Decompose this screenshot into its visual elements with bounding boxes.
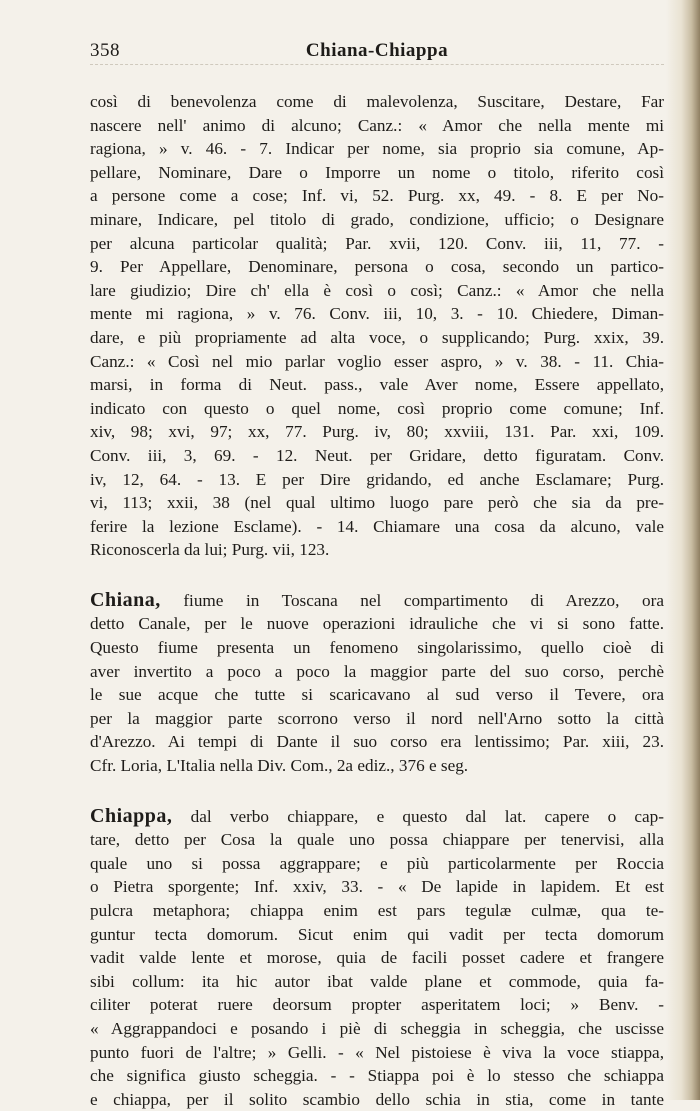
text-line: guntur tecta domorum. Sicut enim qui vadit per tecta domorum: [90, 924, 664, 944]
book-page: [90, 30, 664, 1111]
entry-chiappa: [90, 805, 664, 1111]
text-line: vadit valde lente et morose, quia de facili posset cadere et frangere: [90, 948, 664, 968]
text-line: ferire la lezione Esclame). - 14. Chiamare una cosa da alcuno, vale: [90, 516, 664, 536]
text-line: 9. Per Appellare, Denominare, persona o cosa, secondo un partico-: [90, 257, 664, 277]
text-line: « Aggrappandoci e posando i piè di scheggia in scheggia, che uscisse: [90, 1018, 664, 1038]
text-line: sibi collum: ita hic autor ibat valde plane et commode, quia fa-: [90, 971, 664, 991]
text-line: le sue acque che tutte si scaricavano al sud verso il Tevere, ora: [90, 685, 664, 705]
text-line: ciliter poterat ruere deorsum propter asperitatem loci; » Benv. -: [90, 995, 664, 1015]
text-line: marsi, in forma di Neut. pass., vale Aver nome, Essere appellato,: [90, 375, 664, 395]
text-line: pulcra metaphora; chiappa enim est pars tegulæ culmæ, qua te-: [90, 901, 664, 920]
text-line: Questo fiume presenta un fenomeno singolarissimo, quello cioè di: [90, 638, 664, 658]
entry-first-line: [90, 589, 664, 613]
text-line: mente mi ragiona, » v. 76. Conv. iii, 10, 3. - 10. Chiedere, Diman-: [90, 304, 664, 324]
text-line: quale uno si possa aggrappare; e più particolarmente per Roccia: [90, 853, 664, 873]
text-line: Conv. iii, 3, 69. - 12. Neut. per Gridare, detto figuratam. Conv.: [90, 445, 664, 465]
text-line: così di benevolenza come di malevolenza, Suscitare, Destare, Far: [90, 92, 664, 111]
text-line: ragiona, » v. 46. - 7. Indicar per nome, sia proprio sia comune, Ap-: [90, 139, 664, 159]
headword-chiappa: Chiappa,: [90, 804, 173, 827]
text-line-rest: dal verbo chiappare, e questo dal lat. capere o cap-: [172, 806, 664, 826]
text-line: iv, 12, 64. - 13. E per Dire gridando, ed anche Esclamare; Purg.: [90, 469, 664, 489]
text-line: aver invertito a poco a poco la maggior parte del suo corso, perchè: [90, 661, 664, 681]
text-line: a persone come a cose; Inf. vi, 52. Purg. xx, 49. - 8. E per No-: [90, 186, 664, 206]
entry-continuation: [90, 90, 664, 562]
text-line: nascere nell' animo di alcuno; Canz.: « Amor che nella mente mi: [90, 115, 664, 135]
text-line: tare, detto per Cosa la quale uno possa chiappare per tenervisi, alla: [90, 830, 664, 850]
text-line: Riconoscerla da lui; Purg. vii, 123.: [90, 540, 330, 560]
text-line: Canz.: « Così nel mio parlar voglio esser aspro, » v. 38. - 11. Chia-: [90, 351, 664, 371]
text-line: pellare, Nominare, Dare o Imporre un nome o titolo, riferito così: [90, 162, 664, 182]
text-line: minare, Indicare, pel titolo di grado, condizione, ufficio; o Designare: [90, 209, 664, 229]
entry-chiana: [90, 589, 664, 778]
text-line: vi, 113; xxii, 38 (nel qual ultimo luogo pare però che sia da pre-: [90, 493, 664, 513]
text-line: xiv, 98; xvi, 97; xx, 77. Purg. iv, 80; xxviii, 131. Par. xxi, 109.: [90, 422, 664, 442]
text-line: detto Canale, per le nuove operazioni idrauliche che vi si sono fatte.: [90, 614, 664, 634]
text-line: per la maggior parte scorrono verso il nord nell'Arno sotto la città: [90, 708, 664, 728]
text-line: e chiappa, per il solito scambio dello schia in stia, come in tante: [90, 1089, 664, 1109]
page-header: [90, 30, 664, 60]
entry-first-line: [90, 805, 664, 829]
text-line: d'Arezzo. Ai tempi di Dante il suo corso era lentissimo; Par. xiii, 23.: [90, 732, 664, 752]
text-line: indicato con questo o quel nome, così proprio come comune; Inf.: [90, 398, 664, 418]
text-line-rest: fiume in Toscana nel compartimento di Arezzo, ora: [160, 590, 664, 610]
text-line: lare giudizio; Dire ch' ella è così o così; Canz.: « Amor che nella: [90, 280, 664, 300]
running-head: Chiana-Chiappa: [305, 40, 449, 61]
text-line: punto fuori de l'altre; » Gelli. - « Nel pistoiese è viva la voce stiappa,: [90, 1042, 664, 1062]
page-binding-edge: [666, 0, 700, 1100]
text-line: che significa giusto scheggia. - - Stiappa poi è lo stesso che schiappa: [90, 1066, 664, 1086]
text-line: Cfr. Loria, L'Italia nella Div. Com., 2a ediz., 376 e seg.: [90, 756, 469, 776]
text-line: dare, e più propriamente ad alta voce, o supplicando; Purg. xxix, 39.: [90, 327, 664, 347]
header-rule: [90, 64, 664, 65]
text-line: per alcuna particolar qualità; Par. xvii, 120. Conv. iii, 11, 77. -: [90, 233, 664, 253]
page-number: 358: [90, 40, 120, 61]
text-line: o Pietra sporgente; Inf. xxiv, 33. - « De lapide in lapidem. Et est: [90, 877, 664, 897]
headword-chiana: Chiana,: [90, 588, 161, 611]
